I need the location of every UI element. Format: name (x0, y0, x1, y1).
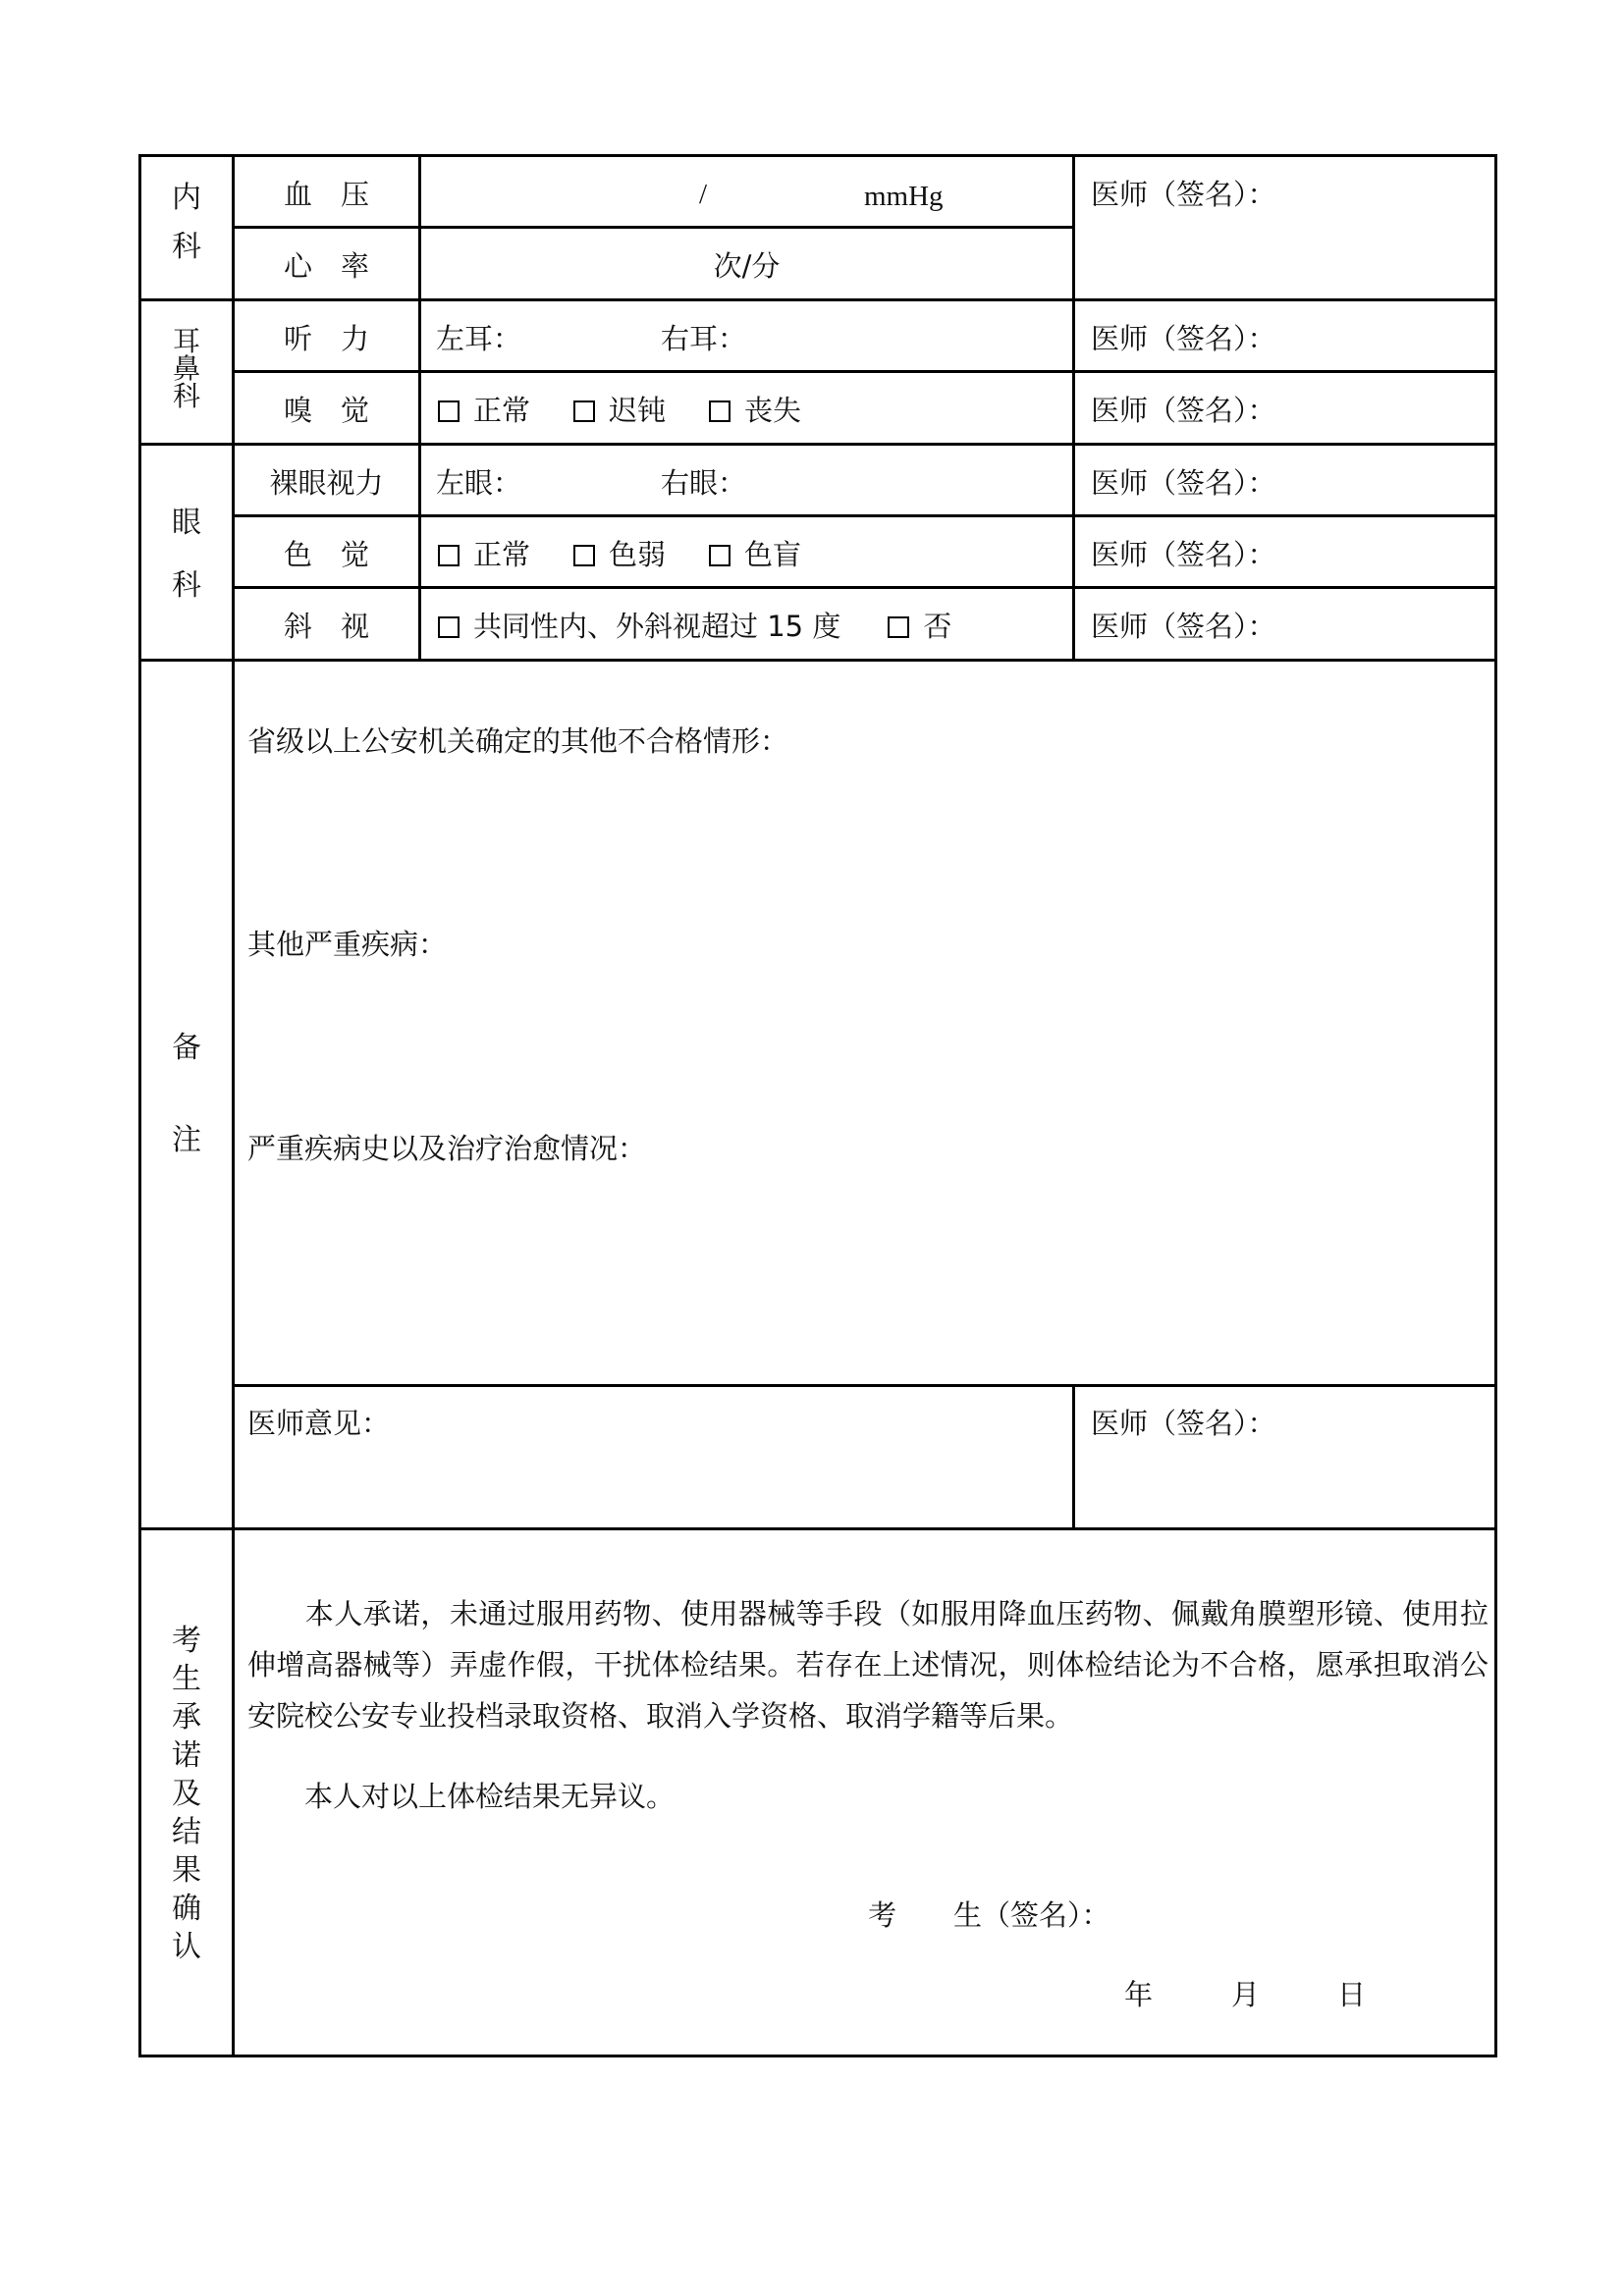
doctor-opinion[interactable]: 医师意见： (247, 1407, 391, 1440)
row-line-3 (232, 370, 1497, 373)
color-option-weak[interactable]: 色弱 (573, 541, 666, 569)
date-year[interactable]: 年 (1124, 1978, 1154, 2011)
label-divider (418, 154, 421, 661)
squint-label: 斜 视 (283, 610, 369, 643)
squint-option-no[interactable]: 否 (888, 613, 951, 641)
section-char: 注 (172, 1123, 201, 1157)
smell-doctor-sign[interactable]: 医师（签名）： (1091, 394, 1276, 427)
opinion-doctor-sign[interactable]: 医师（签名）： (1091, 1407, 1276, 1440)
section-char: 确 (172, 1892, 201, 1926)
section-char: 果 (172, 1853, 201, 1888)
smell-option-lost[interactable]: 丧失 (709, 397, 801, 425)
vision-label: 裸眼视力 (269, 466, 384, 500)
section-pledge (138, 1622, 235, 1966)
checkbox[interactable] (709, 400, 731, 422)
date-month[interactable]: 月 (1231, 1978, 1261, 2011)
candidate-signature[interactable]: 考 生（签名）： (868, 1898, 1110, 1932)
section-char: 生 (172, 1662, 201, 1696)
row-line-1 (232, 226, 1073, 229)
section-char: 备 (172, 1031, 201, 1065)
internal-doctor-sign[interactable]: 医师（签名）： (1091, 178, 1276, 211)
row-line-6 (232, 586, 1497, 589)
table-border-right (1494, 154, 1497, 2057)
section-char: 承 (172, 1700, 201, 1735)
pledge-no-objection: 本人对以上体检结果无异议。 (247, 1780, 676, 1813)
section-ent (138, 325, 235, 412)
squint-options (438, 610, 995, 643)
hearing-doctor-sign[interactable]: 医师（签名）： (1091, 322, 1276, 355)
opinion-divider (1072, 1384, 1075, 1529)
checkbox[interactable] (438, 616, 460, 638)
squint-option-yes[interactable]: 共同性内、外斜视超过 15 度 (438, 613, 840, 641)
checkbox[interactable] (438, 545, 460, 566)
smell-option-dull[interactable]: 迟钝 (573, 397, 666, 425)
row-line-8 (232, 1384, 1497, 1387)
section-char: 鼻 (172, 352, 200, 385)
row-line-5 (232, 514, 1497, 517)
vision-doctor-sign[interactable]: 医师（签名）： (1091, 466, 1276, 500)
smell-label: 嗅 觉 (283, 394, 369, 427)
color-doctor-sign[interactable]: 医师（签名）： (1091, 538, 1276, 571)
left-ear-field[interactable]: 左耳： (436, 322, 522, 355)
right-ear-field[interactable]: 右耳： (661, 322, 747, 355)
section-char: 内 (172, 181, 201, 215)
right-eye-field[interactable]: 右眼： (661, 466, 747, 500)
row-line-9 (138, 1527, 1497, 1530)
heart-rate-unit: 次/分 (713, 249, 781, 283)
pledge-paragraph: 本人承诺，未通过服用药物、使用器械等手段（如服用降血压药物、佩戴角膜塑形镜、使用拉伸增高器械等）弄虚作假，干扰体检结果。若存在上述情况，则体检结论为不合格，愿承担取消公安院校公安专业投档录取资格、取消入学资格、取消学籍等后果。 (247, 1597, 1489, 1733)
section-char: 结 (172, 1815, 201, 1849)
table-border-bottom (138, 2055, 1497, 2057)
remark-other-diseases[interactable]: 其他严重疾病： (247, 928, 448, 961)
section-remarks (138, 1031, 235, 1157)
section-char: 眼 (172, 506, 201, 540)
checkbox[interactable] (888, 616, 909, 638)
remark-disease-history[interactable]: 严重疾病史以及治疗治愈情况： (247, 1132, 647, 1165)
heart-rate-label: 心 率 (283, 249, 369, 283)
checkbox[interactable] (573, 545, 595, 566)
section-char: 诺 (172, 1738, 201, 1773)
color-option-blind[interactable]: 色盲 (709, 541, 801, 569)
checkbox[interactable] (709, 545, 731, 566)
section-eye (138, 508, 235, 601)
section-char: 科 (172, 568, 201, 603)
section-char: 科 (172, 380, 200, 412)
remark-other-disqualifications[interactable]: 省级以上公安机关确定的其他不合格情形： (247, 724, 789, 758)
table-border-top (138, 154, 1497, 157)
blood-pressure-slash: / (699, 179, 708, 210)
section-char: 科 (172, 230, 201, 264)
smell-option-normal[interactable]: 正常 (438, 397, 530, 425)
row-line-4 (138, 443, 1497, 446)
section-char: 耳 (172, 325, 200, 357)
section-internal (138, 181, 235, 264)
section-char: 考 (172, 1624, 201, 1658)
color-option-normal[interactable]: 正常 (438, 541, 530, 569)
section-char: 认 (172, 1930, 201, 1964)
left-eye-field[interactable]: 左眼： (436, 466, 522, 500)
smell-options (438, 394, 844, 427)
sign-divider (1072, 154, 1075, 661)
squint-doctor-sign[interactable]: 医师（签名）： (1091, 610, 1276, 643)
blood-pressure-unit: mmHg (864, 181, 944, 212)
blood-pressure-label: 血 压 (283, 178, 369, 211)
color-options (438, 538, 844, 571)
checkbox[interactable] (438, 400, 460, 422)
hearing-label: 听 力 (283, 322, 369, 355)
color-vision-label: 色 觉 (283, 538, 369, 571)
date-day[interactable]: 日 (1337, 1978, 1367, 2011)
row-line-2 (138, 298, 1497, 301)
row-line-7 (138, 659, 1497, 662)
section-char: 及 (172, 1777, 201, 1811)
checkbox[interactable] (573, 400, 595, 422)
